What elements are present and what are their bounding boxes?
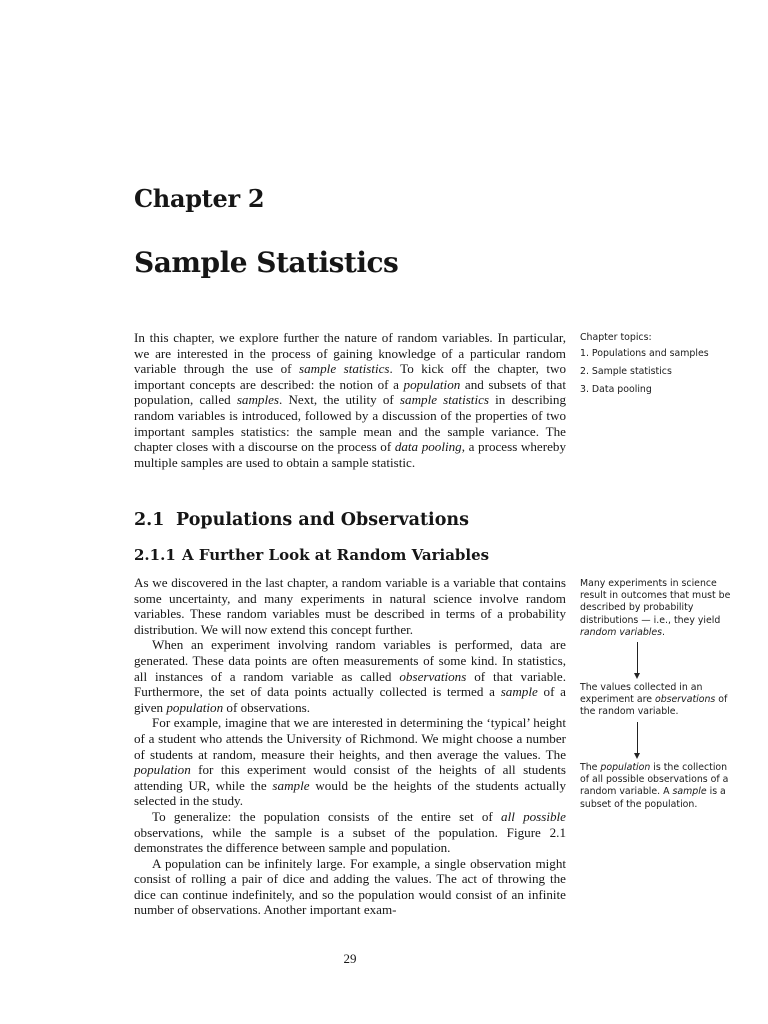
chapter-intro-paragraph: In this chapter, we explore further the nature of random variables. In particular, we are interested in the process of gaining knowledge of a particular random variable through the use of sample statistics. To kick off the chapter, two important concepts are described: the notion of a population and subsets of that population, called samples. Next, the utility of sample statistics in describing random variables is introduced, followed by a discussion of the properties of two important samples statistics: the sample mean and the sample variance. The chapter closes with a discourse on the process of data pooling, a process whereby multiple samples are used to obtain a sample statistic. xyxy=(134,330,567,470)
subsection-heading xyxy=(134,546,489,564)
body-paragraph: For example, imagine that we are interested in determining the ‘typical’ height of a student who attends the University of Richmond. We might choose a number of students at random, measure their heights, and then average the values. The population for this experiment would consist of the heights of all students attending UR, while the sample would be the heights of the students actually selected in the study. xyxy=(134,715,566,809)
margin-note-random-variables: Many experiments in science result in outcomes that must be described by probability distributions — i.e., they yield random variables. xyxy=(580,578,731,638)
body-paragraph: To generalize: the population consists of the entire set of all possible observations, while the sample is a subset of the population. Figure 2.1 demonstrates the difference between sample and population. xyxy=(134,808,566,856)
subsection-number: 2.1.1 xyxy=(134,546,176,564)
margin-note-population: The population is the collection of all possible observations of a random variable. A sample is a subset of the population. xyxy=(580,762,729,810)
subsection-title: A Further Look at Random Variables xyxy=(182,546,490,564)
section-heading xyxy=(134,510,469,530)
down-arrow-icon xyxy=(636,642,638,679)
chapter-title: Sample Statistics xyxy=(134,246,399,279)
section-body xyxy=(134,575,566,918)
chapter-topics-sidebar xyxy=(580,332,738,401)
chapter-number: Chapter 2 xyxy=(134,184,265,213)
chapter-topic-item: 2. Sample statistics xyxy=(580,365,672,377)
section-title: Populations and Observations xyxy=(176,510,469,530)
chapter-topics-list xyxy=(580,348,738,396)
page-number: 29 xyxy=(343,951,357,966)
body-paragraph: As we discovered in the last chapter, a random variable is a variable that contains some uncertainty, and many experiments in natural science involve random variables. These random variables must be described in terms of a probability distribution. We will now extend this concept further. xyxy=(134,575,566,637)
chapter-topic-item: 3. Data pooling xyxy=(580,383,652,395)
body-paragraph: A population can be infinitely large. For example, a single observation might consist of rolling a pair of dice and adding the values. The act of throwing the dice can continue indefinitely, and so the population would consist of an infinite number of observations. Another important exam- xyxy=(134,855,566,918)
down-arrow-icon xyxy=(636,722,638,759)
body-paragraph: When an experiment involving random variables is performed, data are generated. These data points are often measurements of some kind. In statistics, all instances of a random variable as called observations of that variable. Furthermore, the set of data points actually collected is termed a sample of a given population of observations. xyxy=(134,637,566,715)
chapter-topic-item: 1. Populations and samples xyxy=(580,348,709,360)
chapter-topics-heading: Chapter topics: xyxy=(580,332,652,343)
margin-note-observations: The values collected in an experiment are observations of the random variable. xyxy=(580,682,728,718)
section-number: 2.1 xyxy=(134,510,165,530)
